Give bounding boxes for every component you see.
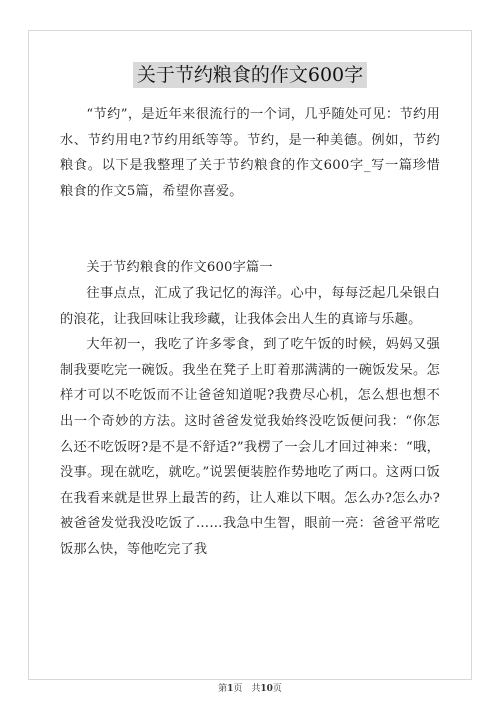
document-body xyxy=(60,102,440,563)
intro-paragraph: “节约”，是近年来很流行的一个词，几乎随处可见：节约用水、节约用电?节约用纸等等。节约，是一种美德。例如，节约粮食。以下是我整理了关于节约粮食的作文600字_写一篇珍惜粮食的作文5篇，希望你喜爱。 xyxy=(60,107,440,199)
document-title: 关于节约粮食的作文600字 xyxy=(133,62,367,88)
body-paragraph: 往事点点，汇成了我记忆的海洋。心中，每每泛起几朵银白的浪花，让我回味让我珍藏，让我体会出人生的真谛与乐趣。 xyxy=(60,285,440,327)
page-total: 10 xyxy=(260,684,273,694)
page-suffix: 页 xyxy=(272,684,282,694)
page-mid: 页 共 xyxy=(233,684,261,694)
body-paragraph: 大年初一，我吃了许多零食，到了吃午饭的时候，妈妈又强制我要吃完一碗饭。我坐在凳子上盯着那满满的一碗饭发呆。怎样才可以不吃饭而不让爸爸知道呢?我费尽心机，怎么想也想不出一个奇妙的方法。这时爸爸发觉我始终没吃饭便问我：“你怎么还不吃饭呀?是不是不舒适?”我楞了一会儿才回过神来：“哦，没事。现在就吃，就吃。”说罢便装腔作势地吃了两口。这两口饭在我看来就是世界上最苦的药，让人难以下咽。怎么办?怎么办?被爸爸发觉我没吃饭了……我急中生智，眼前一亮：爸爸平常吃饭那么快，等他吃完了我 xyxy=(60,337,440,557)
page-prefix: 第 xyxy=(218,684,228,694)
page-footer xyxy=(0,683,500,695)
page-current: 1 xyxy=(227,684,234,694)
title-container xyxy=(0,62,500,88)
section-heading: 关于节约粮食的作文600字篇一 xyxy=(86,260,273,276)
